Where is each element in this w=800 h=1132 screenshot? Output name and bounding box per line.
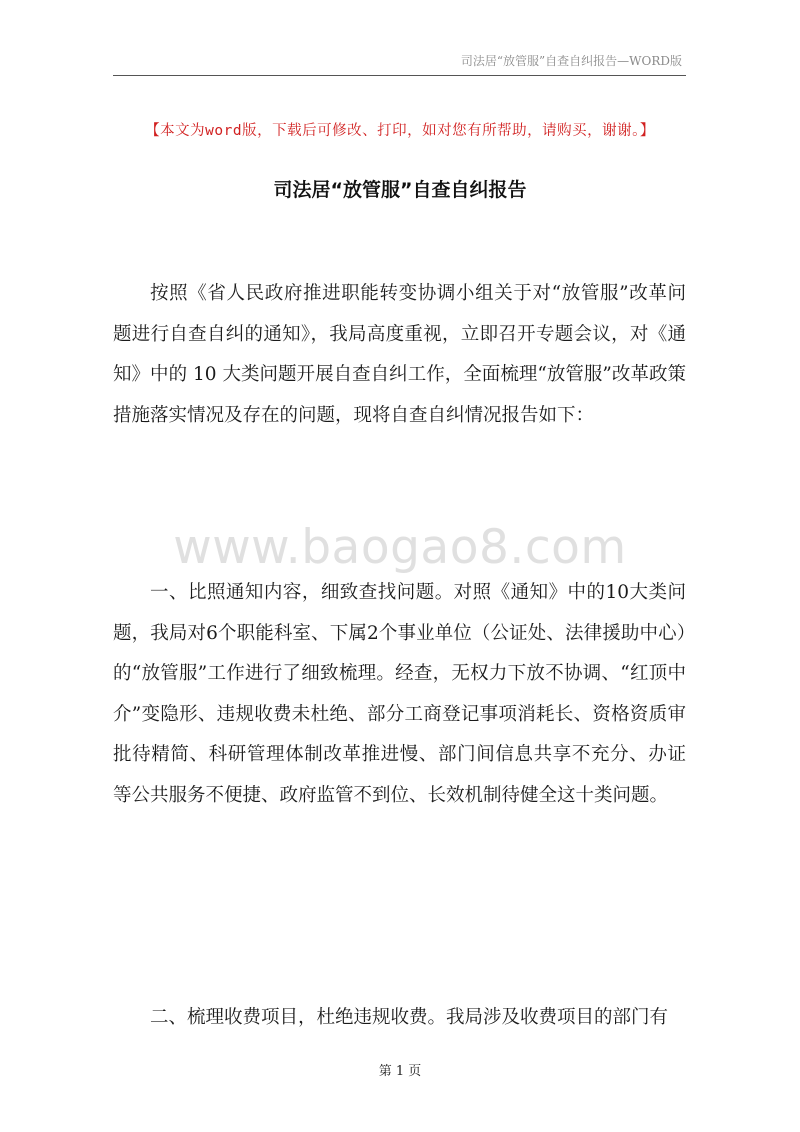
paragraph-intro: 按照《省人民政府推进职能转变协调小组关于对“放管服”改革问题进行自查自纠的通知》，我局高度重视，立即召开专题会议，对《通知》中的 10 大类问题开展自查自纠工作，全面梳理“放管服”改革政策措施落实情况及存在的问题，现将自查自纠情况报告如下：	[113, 283, 686, 426]
document-title: 司法居“放管服”自查自纠报告	[273, 179, 527, 201]
header-divider	[113, 75, 686, 76]
paragraph-section-1: 一、比照通知内容，细致查找问题。对照《通知》中的10大类问题，我局对6个职能科室、下属2个事业单位（公证处、法律援助中心）的“放管服”工作进行了细致梳理。经查，无权力下放不协调、“红顶中介”变隐形、违规收费未杜绝、部分工商登记事项消耗长、资格资质审批待精简、科研管理体制改革推进慢、部门间信息共享不充分、办证等公共服务不便捷、政府监管不到位、长效机制待健全这十类问题。	[113, 582, 686, 806]
page-number: 第 1 页	[378, 1064, 422, 1079]
watermark-text: www.baogao8.com	[173, 520, 627, 575]
download-notice: 【本文为word版，下载后可修改、打印，如对您有所帮助，请购买，谢谢。】	[145, 123, 655, 139]
paragraph-section-2: 二、梳理收费项目，杜绝违规收费。我局涉及收费项目的部门有	[150, 1007, 669, 1028]
running-header: 司法居“放管服”自查自纠报告—WORD版	[460, 54, 682, 68]
